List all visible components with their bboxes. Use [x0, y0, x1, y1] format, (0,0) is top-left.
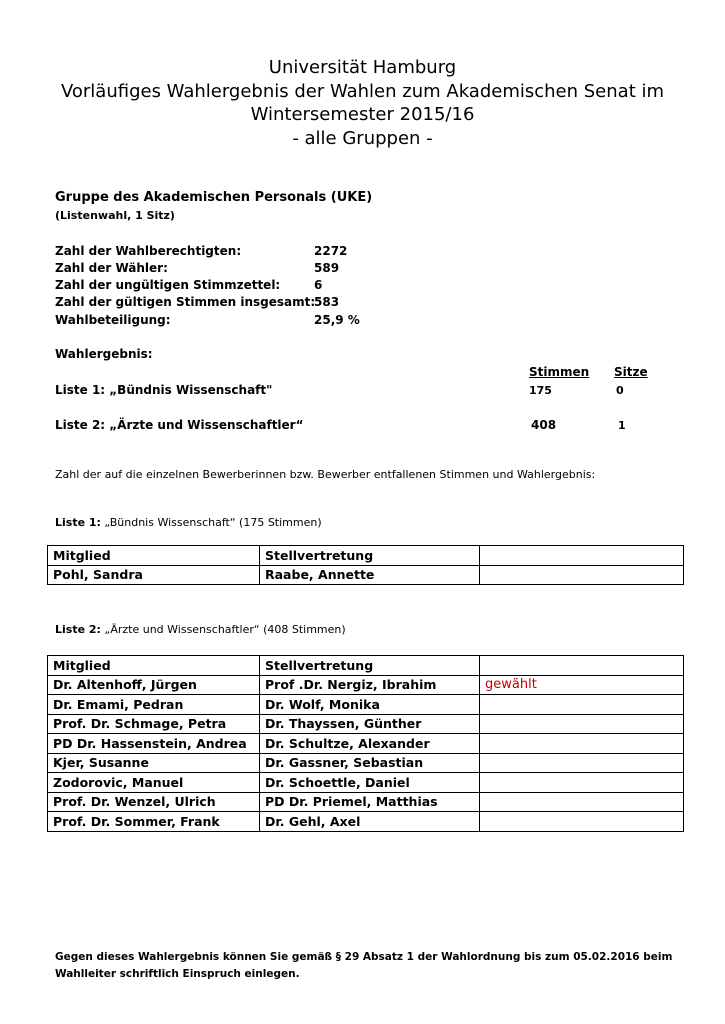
stat-label: Zahl der ungültigen Stimmzettel: [55, 278, 281, 292]
status-cell [480, 734, 684, 754]
result-list-votes: 408 [531, 418, 557, 432]
stat-value: 6 [314, 278, 323, 292]
table-row [48, 792, 684, 812]
stat-label: Zahl der Wähler: [55, 261, 168, 275]
deputy-cell: Prof .Dr. Nergiz, Ibrahim [260, 675, 480, 695]
group-subtitle: (Listenwahl, 1 Sitz) [55, 209, 175, 222]
list1-prefix: Liste 1: [55, 516, 101, 529]
header-status [480, 546, 684, 566]
deputy-cell: Dr. Schultze, Alexander [260, 734, 480, 754]
status-cell [480, 773, 684, 793]
deputy-cell: Dr. Gassner, Sebastian [260, 753, 480, 773]
table-row [48, 695, 684, 715]
stat-value: 25,9 % [314, 313, 360, 327]
list2-caption-text: „Ärzte und Wissenschaftler“ (408 Stimmen) [100, 623, 346, 636]
member-cell: Prof. Dr. Sommer, Frank [48, 812, 260, 832]
table-header-row [48, 546, 684, 566]
member-cell: PD Dr. Hassenstein, Andrea [48, 734, 260, 754]
status-cell [480, 714, 684, 734]
deputy-cell: Dr. Gehl, Axel [260, 812, 480, 832]
result-list-label: Liste 1: „Bündnis Wissenschaft" [55, 383, 273, 397]
member-cell: Zodorovic, Manuel [48, 773, 260, 793]
member-cell: Dr. Emami, Pedran [48, 695, 260, 715]
stat-label: Zahl der gültigen Stimmen insgesamt: [55, 295, 316, 309]
title-line-3: Wintersemester 2015/16 [250, 104, 475, 125]
status-cell [480, 812, 684, 832]
status-cell [480, 695, 684, 715]
stat-value: 2272 [314, 244, 348, 258]
elected-status: gewählt [480, 675, 684, 695]
stat-label: Zahl der Wahlberechtigten: [55, 244, 242, 258]
stat-label: Wahlbeteiligung: [55, 313, 171, 327]
table-row [48, 773, 684, 793]
status-cell [480, 565, 684, 585]
table-header-row [48, 656, 684, 676]
status-cell [480, 792, 684, 812]
header-deputy: Stellvertretung [260, 546, 480, 566]
result-list-seats: 1 [618, 419, 626, 432]
list2-caption [55, 623, 346, 636]
table-row [48, 714, 684, 734]
document-title [0, 56, 725, 150]
header-status [480, 656, 684, 676]
table-row [48, 812, 684, 832]
stat-value: 583 [314, 295, 340, 309]
table-row [48, 734, 684, 754]
deputy-cell: PD Dr. Priemel, Matthias [260, 792, 480, 812]
deputy-cell: Raabe, Annette [260, 565, 480, 585]
stat-value: 589 [314, 261, 340, 275]
table-row [48, 565, 684, 585]
title-line-1: Universität Hamburg [268, 57, 457, 78]
votes-column-header: Stimmen [529, 365, 590, 379]
member-cell: Dr. Altenhoff, Jürgen [48, 675, 260, 695]
result-list-label: Liste 2: „Ärzte und Wissenschaftler“ [55, 418, 304, 432]
member-cell: Kjer, Susanne [48, 753, 260, 773]
title-line-4: - alle Gruppen - [292, 127, 433, 149]
member-cell: Prof. Dr. Wenzel, Ulrich [48, 792, 260, 812]
result-heading: Wahlergebnis: [55, 347, 153, 361]
status-cell [480, 753, 684, 773]
table-row [48, 675, 684, 695]
header-member: Mitglied [48, 546, 260, 566]
list1-caption-text: „Bündnis Wissenschaft“ (175 Stimmen) [100, 516, 322, 529]
seats-column-header: Sitze [614, 365, 648, 379]
list1-table [47, 545, 684, 585]
intro-text: Zahl der auf die einzelnen Bewerberinnen bzw. Bewerber entfallenen Stimmen und Wahlergebnis: [55, 468, 596, 481]
group-title: Gruppe des Akademischen Personals (UKE) [55, 190, 373, 205]
footer-line-1: Gegen dieses Wahlergebnis können Sie gemäß § 29 Absatz 1 der Wahlordnung bis zum 05.02.2016 beim [55, 951, 673, 963]
result-list-votes: 175 [529, 384, 552, 397]
list2-prefix: Liste 2: [55, 623, 101, 636]
member-cell: Pohl, Sandra [48, 565, 260, 585]
list1-caption [55, 516, 322, 529]
header-deputy: Stellvertretung [260, 656, 480, 676]
table-row [48, 753, 684, 773]
result-list-seats: 0 [616, 384, 624, 397]
deputy-cell: Dr. Schoettle, Daniel [260, 773, 480, 793]
list2-table [47, 655, 684, 832]
deputy-cell: Dr. Thayssen, Günther [260, 714, 480, 734]
deputy-cell: Dr. Wolf, Monika [260, 695, 480, 715]
member-cell: Prof. Dr. Schmage, Petra [48, 714, 260, 734]
header-member: Mitglied [48, 656, 260, 676]
title-line-2: Vorläufiges Wahlergebnis der Wahlen zum Akademischen Senat im [60, 80, 665, 102]
footer-line-2: Wahlleiter schriftlich Einspruch einlegen. [55, 968, 300, 980]
